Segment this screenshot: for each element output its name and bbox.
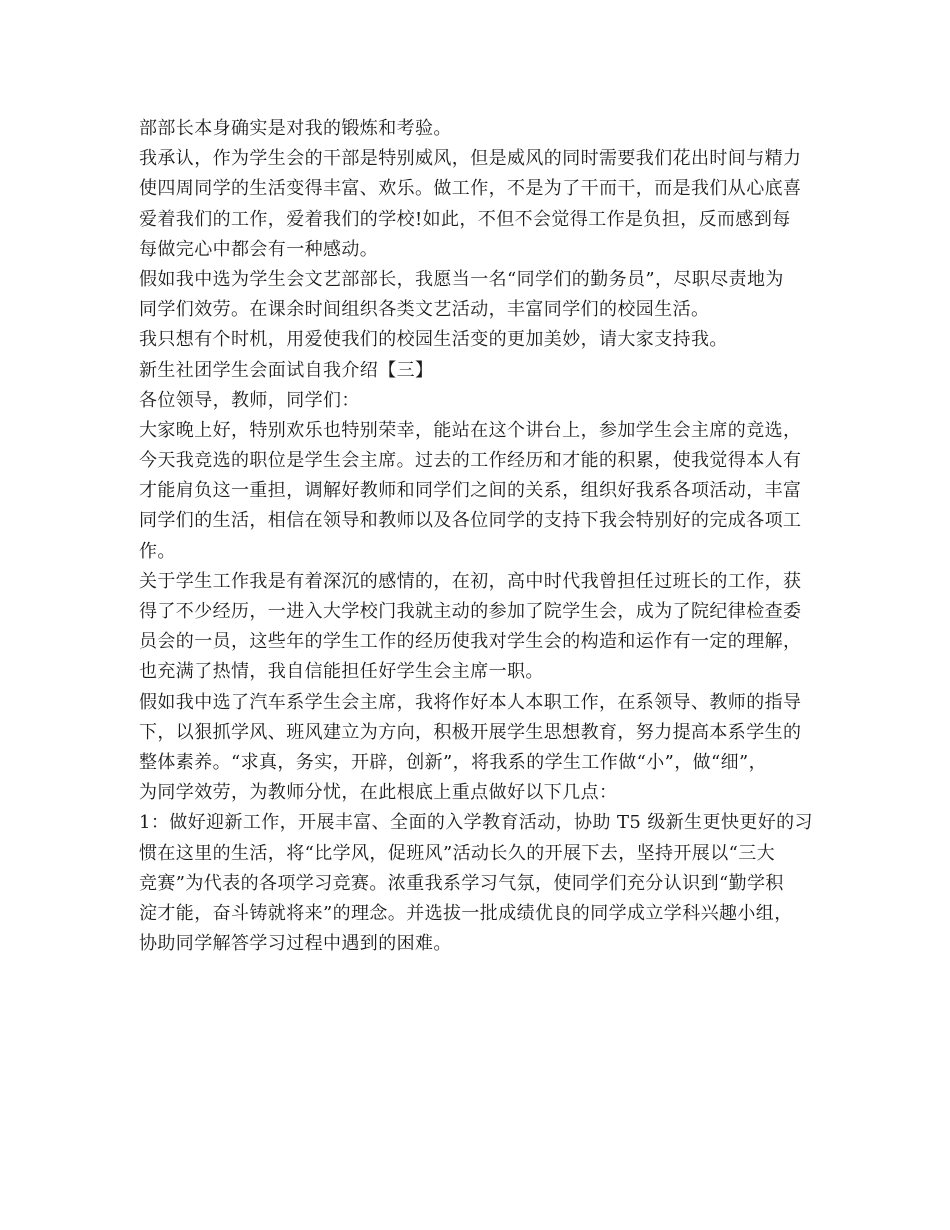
text-line: 每做完心中都会有一种感动。 — [139, 238, 379, 260]
text-line: 惯在这里的生活，将“比学风，促班风”活动长久的开展下去，坚持开展以“三大 — [139, 842, 776, 864]
text-line: 协助同学解答学习过程中遇到的困难。 — [139, 933, 452, 955]
text-line: 爱着我们的工作，爱着我们的学校!如此，不但不会觉得工作是负担，反而感到每 — [139, 208, 791, 230]
document-body — [139, 114, 829, 959]
text-line: 才能肩负这一重担，调解好教师和同学们之间的关系，组织好我系各项活动，丰富 — [139, 480, 802, 502]
text-line: 假如我中选了汽车系学生会主席，我将作好本人本职工作，在系领导、教师的指导 — [139, 691, 802, 713]
salutation: 各位领导，教师，同学们： — [139, 389, 360, 411]
text-line: 整体素养。“求真，务实，开辟，创新”，将我系的学生工作做“小”，做“细”， — [139, 751, 768, 773]
text-line: 也充满了热情，我自信能担任好学生会主席一职。 — [139, 661, 544, 683]
text-line: 竞赛”为代表的各项学习竞赛。浓重我系学习气氛，使同学们充分认识到“勤学积 — [139, 872, 784, 894]
text-line: 作。 — [139, 540, 176, 562]
text-line: 假如我中选为学生会文艺部部长，我愿当一名“同学们的勤务员”，尽职尽责地为 — [139, 268, 784, 290]
text-line: 得了不少经历，一进入大学校门我就主动的参加了院学生会，成为了院纪律检查委 — [139, 601, 802, 622]
text-line: 员会的一员，这些年的学生工作的经历使我对学生会的构造和运作有一定的理解， — [139, 631, 802, 653]
text-line: 我只想有个时机，用爱使我们的校园生活变的更加美妙，请大家支持我。 — [139, 329, 728, 351]
section-heading: 新生社团学生会面试自我介绍【三】 — [139, 359, 434, 381]
text-line: 大家晚上好，特别欢乐也特别荣幸，能站在这个讲台上，参加学生会主席的竞选， — [139, 419, 802, 441]
text-line: 下，以狠抓学风、班风建立为方向，积极开展学生思想教育，努力提高本系学生的 — [139, 721, 802, 743]
text-line: 为同学效劳，为教师分忧，在此根底上重点做好以下几点： — [139, 782, 618, 804]
text-line: 部部长本身确实是对我的锻炼和考验。 — [139, 118, 452, 139]
text-line: 我承认，作为学生会的干部是特别威风，但是威风的同时需要我们花出时间与精力 — [139, 148, 802, 170]
text-line: 同学们的生活，相信在领导和教师以及各位同学的支持下我会特别好的完成各项工 — [139, 510, 802, 532]
text-line: 使四周同学的生活变得丰富、欢乐。做工作，不是为了干而干，而是我们从心底喜 — [139, 178, 802, 200]
text-line: 今天我竞选的职位是学生会主席。过去的工作经历和才能的积累，使我觉得本人有 — [139, 450, 802, 472]
text-line: 淀才能，奋斗铸就将来”的理念。并选拔一批成绩优良的同学成立学科兴趣小组， — [139, 902, 793, 924]
text-line: 同学们效劳。在课余时间组织各类文艺活动，丰富同学们的校园生活。 — [139, 299, 710, 321]
text-line: 关于学生工作我是有着深沉的感情的，在初，高中时代我曾担任过班长的工作，获 — [139, 570, 802, 592]
text-line: 1：做好迎新工作，开展丰富、全面的入学教育活动，协助 T5 级新生更快更好的习 — [139, 812, 813, 834]
